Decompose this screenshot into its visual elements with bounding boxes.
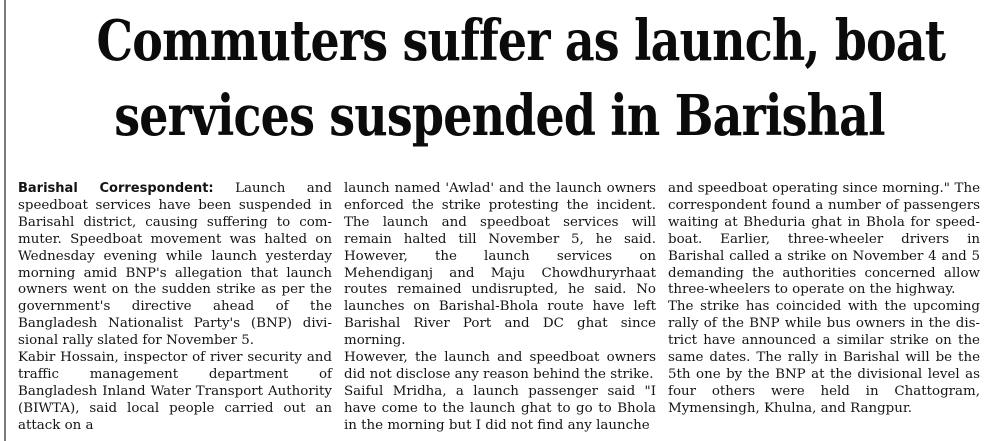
paragraph-intro [18,181,332,350]
paragraph: Saiful Mridha, a launch passenger said "I have come to the launch ghat to go to Bhola in the morning but I did not find any launche [344,383,656,433]
paragraph-intro-text: Launch and speedboat services have been suspended in Barisahl district, causing suffering to commuter. Speedboat movement was halted on Wednesday evening while launch yesterday morning amid BNP's allegation that launch owners went on the sudden strike as per the government's directive ahead of the Bangladesh Nationalist Party's (BNP) divisional rally slated for November 5. [18,181,332,349]
headline-line-2: services suspended in Barishal [114,83,885,149]
paragraph: launch named 'Awlad' and the launch owners enforced the strike protesting the incident. The launch and speedboat services will remain halted till November 5, he said. However, the launch services on Mehendiganj and Maju Chowdhuryrhaat routes remained undisrupted, he said. No launches on Barishal-Bhola route have left Barishal River Port and DC ghat since morning. [344,181,656,349]
article-column-2 [344,181,656,435]
paragraph: The strike has coincided with the upcoming rally of the BNP while bus owners in the district have announced a similar strike on the same dates. The rally in Barishal will be the 5th one by the BNP at the divisional level as four others were held in Chattogram, Mymensingh, Khulna, and Rangpur. [668,299,980,416]
headline-line-1: Commuters suffer as launch, boat [96,8,946,74]
article-column-1 [18,181,332,435]
article-body [0,181,991,441]
paragraph: However, the launch and speedboat owners did not disclose any reason behind the strike. [344,350,656,382]
article-column-3 [668,181,980,418]
paragraph: and speedboat operating since morning." The correspondent found a number of passengers waiting at Bheduria ghat in Bhola for speedboat. Earlier, three-wheeler drivers in Barishal called a strike on November 4 and 5 demanding the authorities concerned allow three-wheelers to operate on the highway. [668,181,980,298]
paragraph: Kabir Hossain, inspector of river security and traffic management department of Bangladesh Inland Water Transport Authority (BIWTA), said local people carried out an attack on a [18,350,332,433]
byline: Barishal Correspondent: [18,181,214,196]
headline [96,4,946,154]
